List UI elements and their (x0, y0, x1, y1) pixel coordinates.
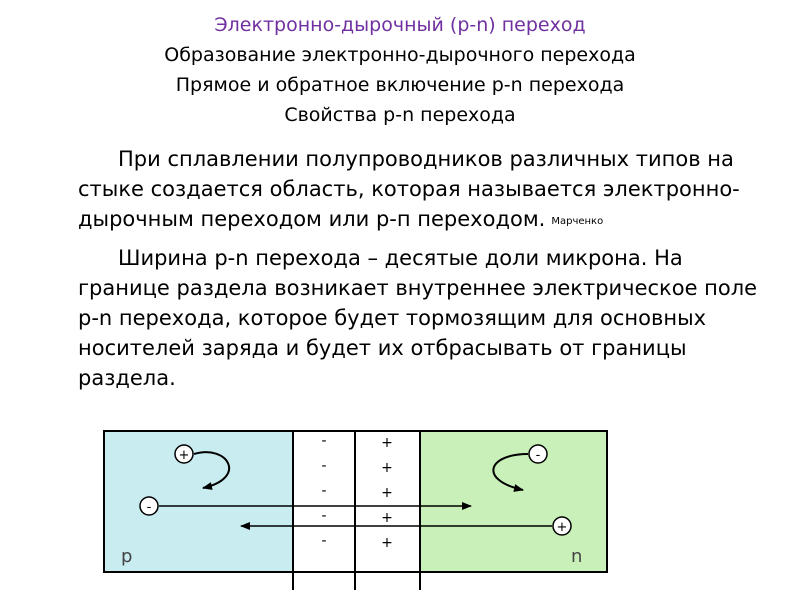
pn-junction-diagram (103, 430, 608, 590)
electron-charge-sign: - (146, 500, 152, 515)
subtitle-properties: Свойства p-n перехода (284, 104, 516, 126)
positive-ion: + (381, 460, 393, 476)
subtitle-bias: Прямое и обратное включение p-n перехода (175, 74, 625, 96)
slide-title: Электронно-дырочный (p-n) переход (214, 14, 586, 36)
slide-header (0, 10, 800, 130)
negative-ion: - (321, 533, 327, 549)
positive-ion: + (381, 485, 393, 501)
body-text (78, 144, 758, 393)
negative-ion: - (321, 458, 327, 474)
electron-charge-sign: - (535, 448, 541, 463)
negative-ion: - (321, 433, 327, 449)
hole-charge-sign: + (556, 520, 568, 535)
hole-charge-sign: + (178, 448, 190, 463)
source-note: Марченко (551, 216, 604, 227)
p-region-label: p (121, 546, 133, 567)
positive-ion: + (381, 510, 393, 526)
paragraph-definition-text: При сплавлении полупроводников различных типов на стыке создается область, которая называется электронно-дырочным переходом или р-п переходом. (78, 147, 740, 231)
positive-ion: + (381, 535, 393, 551)
positive-ion: + (381, 435, 393, 451)
n-region-label: n (571, 546, 583, 567)
subtitle-formation: Образование электронно-дырочного перехода (164, 44, 636, 66)
paragraph-definition (78, 144, 758, 237)
paragraph-width: Ширина p-n перехода – десятые доли микрона. На границе раздела возникает внутреннее электрическое поле p-n перехода, которое будет тормозящим для основных носителей заряда и будет их отбрасывать от границы раздела. (78, 246, 758, 390)
negative-ion: - (321, 483, 327, 499)
negative-ion: - (321, 508, 327, 524)
